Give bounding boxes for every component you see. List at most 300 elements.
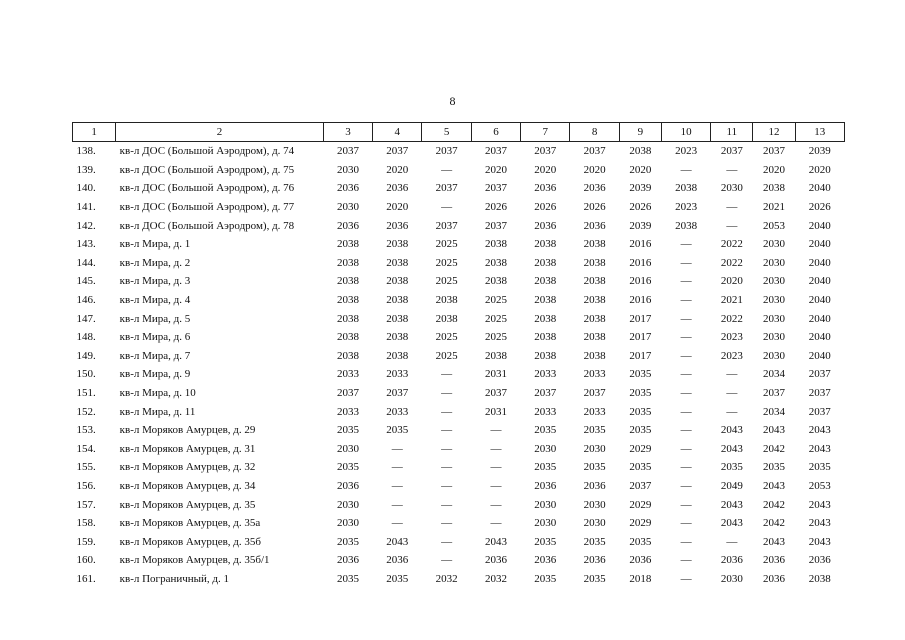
year-cell: 2030 xyxy=(762,312,785,325)
row-number: 158. xyxy=(76,517,96,530)
row-number: 144. xyxy=(76,256,96,269)
year-cell: 2022 xyxy=(720,312,743,325)
address-cell: кв-л Мира, д. 7 xyxy=(119,349,191,362)
year-cell: 2025 xyxy=(435,238,458,251)
row-number: 147. xyxy=(76,312,96,325)
year-cell: 2035 xyxy=(336,572,359,585)
year-cell: 2035 xyxy=(629,424,652,437)
row-number: 148. xyxy=(76,331,96,344)
column-header-2: 2 xyxy=(116,123,324,142)
year-cell: 2020 xyxy=(808,163,831,176)
year-cell: — xyxy=(680,387,692,400)
row-number: 151. xyxy=(76,387,96,400)
year-cell: — xyxy=(490,517,502,530)
year-cell: 2037 xyxy=(534,145,557,158)
row-number: 140. xyxy=(76,182,96,195)
year-cell: 2036 xyxy=(583,554,606,567)
row-number: 142. xyxy=(76,219,96,232)
year-cell: 2020 xyxy=(762,163,785,176)
year-cell: 2020 xyxy=(386,163,409,176)
column-header-4: 4 xyxy=(373,123,422,142)
year-cell: 2016 xyxy=(629,256,652,269)
year-cell: 2030 xyxy=(762,331,785,344)
year-cell: 2035 xyxy=(336,461,359,474)
year-cell: — xyxy=(680,294,692,307)
year-cell: 2038 xyxy=(629,145,652,158)
year-cell: — xyxy=(680,368,692,381)
year-cell: 2021 xyxy=(720,294,743,307)
year-cell: 2036 xyxy=(534,479,557,492)
year-cell: 2030 xyxy=(583,517,606,530)
year-cell: 2020 xyxy=(484,163,507,176)
year-cell: — xyxy=(726,387,738,400)
year-cell: 2022 xyxy=(720,256,743,269)
table-body xyxy=(73,142,845,589)
year-cell: 2040 xyxy=(808,219,831,232)
year-cell: 2036 xyxy=(583,479,606,492)
year-cell: 2033 xyxy=(386,368,409,381)
table-row xyxy=(73,291,845,310)
year-cell: — xyxy=(680,238,692,251)
year-cell: — xyxy=(680,554,692,567)
year-cell: 2037 xyxy=(336,145,359,158)
year-cell: — xyxy=(441,442,453,455)
year-cell: 2043 xyxy=(808,535,831,548)
year-cell: — xyxy=(391,442,403,455)
address-cell: кв-л ДОС (Большой Аэродром), д. 74 xyxy=(119,145,295,158)
table-row xyxy=(73,440,845,459)
address-cell: кв-л Мира, д. 2 xyxy=(119,256,191,269)
row-number: 149. xyxy=(76,349,96,362)
year-cell: 2043 xyxy=(762,535,785,548)
year-cell: 2037 xyxy=(435,182,458,195)
year-cell: 2034 xyxy=(762,405,785,418)
year-cell: 2038 xyxy=(534,312,557,325)
year-cell: 2037 xyxy=(583,145,606,158)
year-cell: — xyxy=(680,572,692,585)
year-cell: 2043 xyxy=(762,424,785,437)
year-cell: 2029 xyxy=(629,442,652,455)
year-cell: 2017 xyxy=(629,331,652,344)
year-cell: — xyxy=(490,498,502,511)
year-cell: 2053 xyxy=(808,479,831,492)
year-cell: 2020 xyxy=(583,163,606,176)
year-cell: 2033 xyxy=(583,405,606,418)
year-cell: 2038 xyxy=(336,312,359,325)
year-cell: 2023 xyxy=(675,201,698,214)
year-cell: 2025 xyxy=(484,331,507,344)
year-cell: 2036 xyxy=(336,219,359,232)
year-cell: — xyxy=(441,498,453,511)
year-cell: 2036 xyxy=(386,182,409,195)
year-cell: 2020 xyxy=(720,275,743,288)
address-cell: кв-л Мира, д. 4 xyxy=(119,294,191,307)
year-cell: 2030 xyxy=(762,275,785,288)
year-cell: 2036 xyxy=(762,554,785,567)
year-cell: 2033 xyxy=(534,368,557,381)
table-row xyxy=(73,235,845,254)
year-cell: 2035 xyxy=(629,535,652,548)
year-cell: 2030 xyxy=(762,294,785,307)
year-cell: 2035 xyxy=(583,461,606,474)
year-cell: 2035 xyxy=(534,572,557,585)
year-cell: 2039 xyxy=(629,182,652,195)
year-cell: — xyxy=(680,424,692,437)
year-cell: 2043 xyxy=(808,424,831,437)
year-cell: — xyxy=(490,424,502,437)
table-row xyxy=(73,328,845,347)
year-cell: 2038 xyxy=(336,349,359,362)
table-row xyxy=(73,309,845,328)
year-cell: — xyxy=(441,461,453,474)
column-header-13: 13 xyxy=(795,123,844,142)
year-cell: 2030 xyxy=(762,349,785,362)
address-cell: кв-л Моряков Амурцев, д. 35б xyxy=(119,535,261,548)
table-row xyxy=(73,161,845,180)
year-cell: 2038 xyxy=(435,312,458,325)
table-row xyxy=(73,402,845,421)
year-cell: 2030 xyxy=(534,517,557,530)
year-cell: 2033 xyxy=(336,405,359,418)
year-cell: 2035 xyxy=(629,461,652,474)
table-row xyxy=(73,216,845,235)
year-cell: 2037 xyxy=(484,219,507,232)
table-row xyxy=(73,514,845,533)
year-cell: 2049 xyxy=(720,479,743,492)
column-header-6: 6 xyxy=(471,123,520,142)
year-cell: 2043 xyxy=(808,517,831,530)
row-number: 153. xyxy=(76,424,96,437)
year-cell: 2035 xyxy=(336,424,359,437)
year-cell: 2035 xyxy=(534,535,557,548)
year-cell: 2053 xyxy=(762,219,785,232)
year-cell: 2037 xyxy=(629,479,652,492)
year-cell: — xyxy=(441,554,453,567)
column-header-12: 12 xyxy=(753,123,795,142)
table-row xyxy=(73,532,845,551)
year-cell: 2030 xyxy=(583,442,606,455)
row-number: 141. xyxy=(76,201,96,214)
year-cell: — xyxy=(680,517,692,530)
year-cell: 2036 xyxy=(583,219,606,232)
address-cell: кв-л Мира, д. 9 xyxy=(119,368,191,381)
year-cell: 2026 xyxy=(629,201,652,214)
year-cell: 2037 xyxy=(808,387,831,400)
year-cell: 2040 xyxy=(808,275,831,288)
year-cell: 2016 xyxy=(629,238,652,251)
year-cell: 2032 xyxy=(435,572,458,585)
year-cell: — xyxy=(680,163,692,176)
table-row xyxy=(73,365,845,384)
address-cell: кв-л Моряков Амурцев, д. 29 xyxy=(119,424,256,437)
year-cell: — xyxy=(391,461,403,474)
year-cell: 2037 xyxy=(435,219,458,232)
year-cell: — xyxy=(441,479,453,492)
data-table xyxy=(72,122,845,588)
table-row xyxy=(73,384,845,403)
year-cell: 2043 xyxy=(720,424,743,437)
year-cell: 2037 xyxy=(484,387,507,400)
year-cell: 2016 xyxy=(629,275,652,288)
year-cell: 2025 xyxy=(435,331,458,344)
year-cell: 2036 xyxy=(720,554,743,567)
header-row xyxy=(73,123,845,142)
year-cell: 2036 xyxy=(534,219,557,232)
year-cell: 2036 xyxy=(629,554,652,567)
year-cell: 2035 xyxy=(583,572,606,585)
column-header-1: 1 xyxy=(73,123,116,142)
year-cell: 2035 xyxy=(534,461,557,474)
year-cell: 2029 xyxy=(629,517,652,530)
year-cell: 2042 xyxy=(762,498,785,511)
year-cell: 2038 xyxy=(675,219,698,232)
year-cell: — xyxy=(726,405,738,418)
table-row xyxy=(73,272,845,291)
year-cell: 2038 xyxy=(534,349,557,362)
year-cell: 2023 xyxy=(720,349,743,362)
year-cell: 2035 xyxy=(720,461,743,474)
address-cell: кв-л Моряков Амурцев, д. 34 xyxy=(119,479,256,492)
year-cell: — xyxy=(490,479,502,492)
year-cell: 2036 xyxy=(336,554,359,567)
year-cell: — xyxy=(680,498,692,511)
year-cell: 2033 xyxy=(534,405,557,418)
year-cell: 2031 xyxy=(484,405,507,418)
year-cell: 2038 xyxy=(534,331,557,344)
year-cell: — xyxy=(726,201,738,214)
address-cell: кв-л Мира, д. 11 xyxy=(119,405,196,418)
year-cell: 2037 xyxy=(762,387,785,400)
address-cell: кв-л Мира, д. 3 xyxy=(119,275,191,288)
year-cell: 2038 xyxy=(534,238,557,251)
year-cell: 2043 xyxy=(762,479,785,492)
row-number: 150. xyxy=(76,368,96,381)
year-cell: 2026 xyxy=(808,201,831,214)
year-cell: 2026 xyxy=(534,201,557,214)
year-cell: 2038 xyxy=(583,331,606,344)
year-cell: 2038 xyxy=(484,275,507,288)
year-cell: 2033 xyxy=(583,368,606,381)
year-cell: — xyxy=(726,368,738,381)
year-cell: — xyxy=(441,405,453,418)
year-cell: 2040 xyxy=(808,182,831,195)
year-cell: 2038 xyxy=(808,572,831,585)
year-cell: 2030 xyxy=(762,256,785,269)
year-cell: — xyxy=(726,535,738,548)
year-cell: 2035 xyxy=(583,535,606,548)
year-cell: — xyxy=(726,163,738,176)
table-row xyxy=(73,421,845,440)
year-cell: 2038 xyxy=(386,331,409,344)
column-header-10: 10 xyxy=(661,123,710,142)
year-cell: 2030 xyxy=(336,163,359,176)
year-cell: 2038 xyxy=(336,238,359,251)
address-cell: кв-л Моряков Амурцев, д. 32 xyxy=(119,461,256,474)
year-cell: — xyxy=(680,349,692,362)
row-number: 160. xyxy=(76,554,96,567)
year-cell: 2040 xyxy=(808,238,831,251)
year-cell: 2043 xyxy=(808,442,831,455)
row-number: 143. xyxy=(76,238,96,251)
year-cell: 2042 xyxy=(762,517,785,530)
year-cell: 2039 xyxy=(629,219,652,232)
year-cell: 2033 xyxy=(386,405,409,418)
year-cell: 2037 xyxy=(808,368,831,381)
year-cell: 2035 xyxy=(629,368,652,381)
year-cell: 2036 xyxy=(534,182,557,195)
year-cell: 2020 xyxy=(629,163,652,176)
table-header xyxy=(73,123,845,142)
year-cell: 2040 xyxy=(808,256,831,269)
year-cell: 2031 xyxy=(484,368,507,381)
year-cell: 2038 xyxy=(484,256,507,269)
year-cell: 2030 xyxy=(336,442,359,455)
year-cell: 2023 xyxy=(675,145,698,158)
table-row xyxy=(73,477,845,496)
year-cell: 2036 xyxy=(336,479,359,492)
year-cell: 2038 xyxy=(583,275,606,288)
year-cell: — xyxy=(680,405,692,418)
year-cell: 2037 xyxy=(336,387,359,400)
table-row xyxy=(73,458,845,477)
address-cell: кв-л ДОС (Большой Аэродром), д. 78 xyxy=(119,219,295,232)
year-cell: 2016 xyxy=(629,294,652,307)
year-cell: 2038 xyxy=(484,238,507,251)
year-cell: 2037 xyxy=(484,145,507,158)
address-cell: кв-л ДОС (Большой Аэродром), д. 75 xyxy=(119,163,295,176)
year-cell: 2026 xyxy=(484,201,507,214)
table-row xyxy=(73,495,845,514)
address-cell: кв-л ДОС (Большой Аэродром), д. 77 xyxy=(119,201,295,214)
address-cell: кв-л Моряков Амурцев, д. 35 xyxy=(119,498,256,511)
year-cell: 2036 xyxy=(762,572,785,585)
year-cell: 2038 xyxy=(583,238,606,251)
year-cell: — xyxy=(391,479,403,492)
year-cell: 2030 xyxy=(762,238,785,251)
table-row xyxy=(73,254,845,273)
year-cell: 2020 xyxy=(386,201,409,214)
column-header-5: 5 xyxy=(422,123,471,142)
year-cell: 2035 xyxy=(534,424,557,437)
year-cell: 2021 xyxy=(762,201,785,214)
table-row xyxy=(73,551,845,570)
year-cell: 2035 xyxy=(386,572,409,585)
address-cell: кв-л Мира, д. 1 xyxy=(119,238,191,251)
row-number: 157. xyxy=(76,498,96,511)
table-row xyxy=(73,347,845,366)
year-cell: 2025 xyxy=(435,256,458,269)
year-cell: — xyxy=(490,442,502,455)
table-row xyxy=(73,179,845,198)
year-cell: 2035 xyxy=(629,405,652,418)
year-cell: 2038 xyxy=(675,182,698,195)
year-cell: 2038 xyxy=(336,331,359,344)
address-cell: кв-л Мира, д. 6 xyxy=(119,331,191,344)
table-row xyxy=(73,198,845,217)
year-cell: — xyxy=(680,479,692,492)
year-cell: — xyxy=(391,517,403,530)
row-number: 145. xyxy=(76,275,96,288)
year-cell: 2037 xyxy=(534,387,557,400)
year-cell: — xyxy=(441,163,453,176)
year-cell: — xyxy=(441,387,453,400)
year-cell: 2035 xyxy=(808,461,831,474)
year-cell: — xyxy=(680,256,692,269)
year-cell: — xyxy=(441,535,453,548)
year-cell: 2038 xyxy=(583,312,606,325)
address-cell: кв-л Пограничный, д. 1 xyxy=(119,572,230,585)
year-cell: 2038 xyxy=(534,294,557,307)
year-cell: 2038 xyxy=(386,275,409,288)
year-cell: 2036 xyxy=(336,182,359,195)
year-cell: — xyxy=(441,201,453,214)
year-cell: — xyxy=(391,498,403,511)
year-cell: 2037 xyxy=(484,182,507,195)
year-cell: 2037 xyxy=(386,387,409,400)
year-cell: 2020 xyxy=(534,163,557,176)
column-header-9: 9 xyxy=(619,123,661,142)
year-cell: 2018 xyxy=(629,572,652,585)
year-cell: 2037 xyxy=(386,145,409,158)
address-cell: кв-л ДОС (Большой Аэродром), д. 76 xyxy=(119,182,295,195)
year-cell: 2030 xyxy=(336,498,359,511)
year-cell: 2043 xyxy=(720,517,743,530)
row-number: 156. xyxy=(76,479,96,492)
address-cell: кв-л Моряков Амурцев, д. 35а xyxy=(119,517,261,530)
address-cell: кв-л Моряков Амурцев, д. 35б/1 xyxy=(119,554,270,567)
year-cell: 2040 xyxy=(808,312,831,325)
year-cell: 2025 xyxy=(484,294,507,307)
column-header-11: 11 xyxy=(711,123,753,142)
year-cell: — xyxy=(441,424,453,437)
year-cell: 2040 xyxy=(808,331,831,344)
year-cell: 2035 xyxy=(386,424,409,437)
year-cell: 2025 xyxy=(484,312,507,325)
year-cell: 2038 xyxy=(336,275,359,288)
year-cell: 2038 xyxy=(484,349,507,362)
column-header-7: 7 xyxy=(521,123,570,142)
year-cell: 2029 xyxy=(629,498,652,511)
year-cell: 2033 xyxy=(336,368,359,381)
year-cell: 2036 xyxy=(534,554,557,567)
row-number: 152. xyxy=(76,405,96,418)
year-cell: 2017 xyxy=(629,312,652,325)
row-number: 139. xyxy=(76,163,96,176)
year-cell: 2040 xyxy=(808,294,831,307)
year-cell: 2038 xyxy=(386,349,409,362)
year-cell: 2030 xyxy=(583,498,606,511)
year-cell: 2036 xyxy=(484,554,507,567)
year-cell: 2037 xyxy=(720,145,743,158)
year-cell: 2038 xyxy=(336,294,359,307)
year-cell: 2037 xyxy=(435,145,458,158)
year-cell: — xyxy=(490,461,502,474)
year-cell: 2035 xyxy=(762,461,785,474)
year-cell: — xyxy=(680,535,692,548)
year-cell: 2035 xyxy=(583,424,606,437)
year-cell: 2023 xyxy=(720,331,743,344)
year-cell: — xyxy=(680,331,692,344)
year-cell: — xyxy=(680,442,692,455)
year-cell: 2030 xyxy=(336,201,359,214)
year-cell: — xyxy=(680,461,692,474)
row-number: 138. xyxy=(76,145,96,158)
year-cell: 2038 xyxy=(762,182,785,195)
column-header-3: 3 xyxy=(323,123,372,142)
year-cell: 2022 xyxy=(720,238,743,251)
row-number: 146. xyxy=(76,294,96,307)
year-cell: 2038 xyxy=(534,275,557,288)
